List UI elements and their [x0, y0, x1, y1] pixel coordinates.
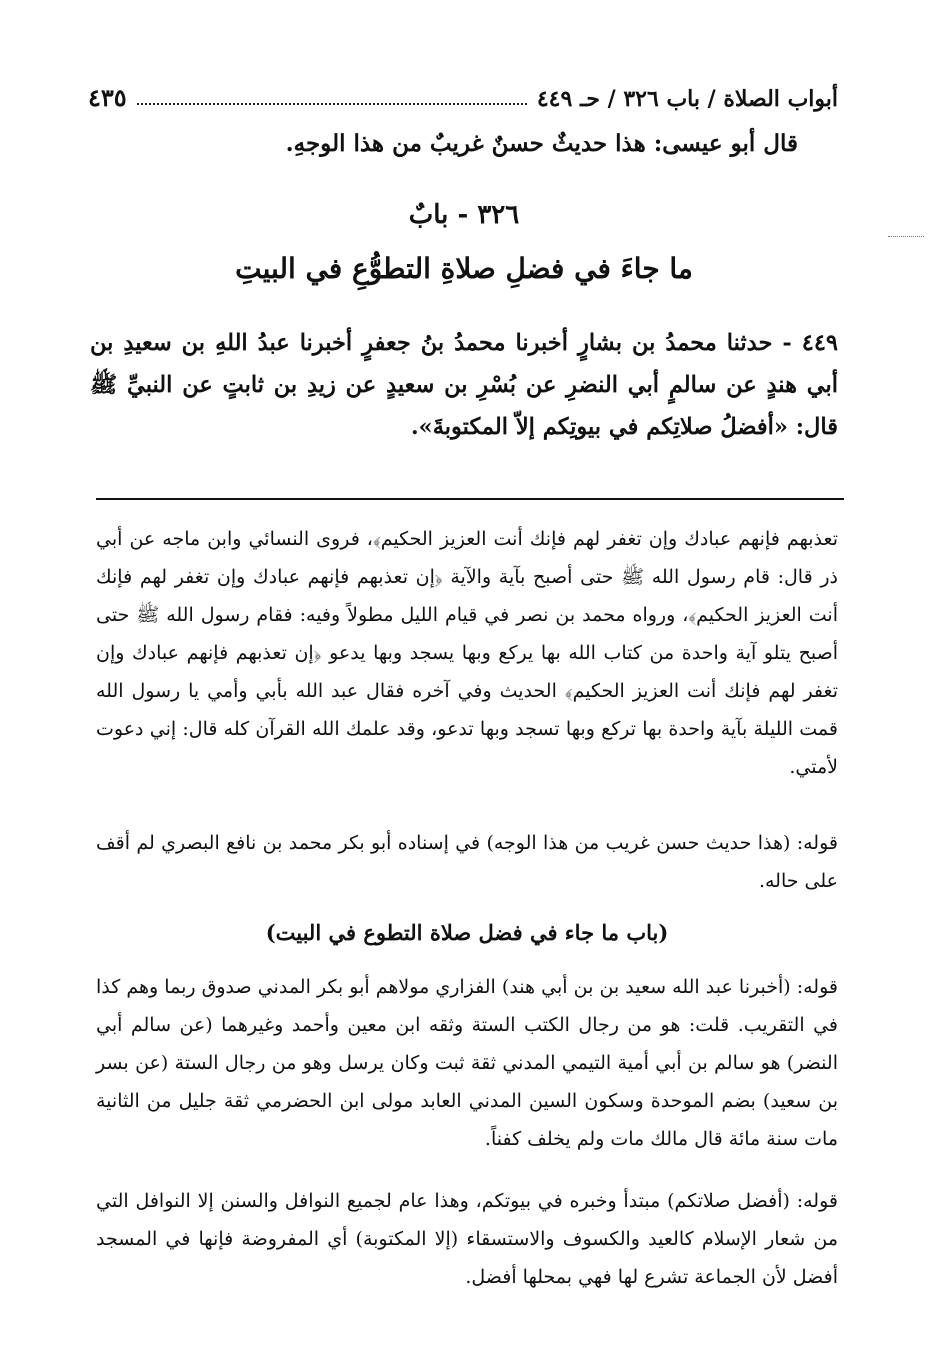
- commentary-paragraph-1: تعذبهم فإنهم عبادك وإن تغفر لهم فإنك أنت العزيز الحكيم﴾، فروى النسائي وابن ماجه عن أبي ذر قال: قام رسول الله ﷺ حتى أصبح بآية والآية ﴿إن تعذبهم فإنهم عبادك وإن تغفر لهم فإنك أنت العزيز الحكيم﴾، ورواه محمد بن نصر في قيام الليل مطولاً وفيه: فقام رسول الله ﷺ حتى أصبح يتلو آية واحدة من كتاب الله بها يركع وبها يسجد وبها يدعو ﴿إن تعذبهم فإنهم عبادك وإن تغفر لهم فإنك أنت العزيز الحكيم﴾ الحديث وفي آخره فقال عبد الله بأبي وأمي يا رسول الله قمت الليلة بآية واحدة بها تركع وبها تسجد وبها تدعو، وقد علمك الله القرآن كله قال: إني دعوت لأمتي.: [96, 528, 838, 778]
- running-title: أبواب الصلاة / باب ٣٢٦ / حـ ٤٤٩: [536, 86, 838, 112]
- margin-mark: [888, 236, 924, 237]
- chapter-number: ٣٢٦ - بابٌ: [408, 200, 520, 230]
- commentary-paragraph-2: قوله: (هذا حديث حسن غريب من هذا الوجه) في إسناده أبو بكر محمد بن نافع البصري لم أقف على حاله.: [96, 832, 838, 892]
- page-number: ٤٣٥: [88, 83, 127, 112]
- footnote-divider: [96, 498, 844, 500]
- commentary-paragraph-4: قوله: (أفضل صلاتكم) مبتدأ وخبره في بيوتكم، وهذا عام لجميع النوافل والسنن إلا النوافل التي من شعار الإسلام كالعيد والكسوف والاستسقاء (إلا المكتوبة) أي المفروضة فإنها في المسجد أفضل لأن الجماعة تشرع لها فهي بمحلها أفضل.: [96, 1190, 838, 1288]
- header-dotted-leader: [137, 103, 527, 105]
- commentary-subheading: (باب ما جاء في فضل صلاة التطوع في البيت): [265, 920, 669, 945]
- hadith-text: ٤٤٩ - حدثنا محمدُ بن بشارٍ أخبرنا محمدُ بنُ جعفرٍ أخبرنا عبدُ اللهِ بن سعيدِ بن أبي هندٍ عن سالمٍ أبي النضرِ عن بُسْرِ بن سعيدٍ عن زيدِ بن ثابتٍ عن النبيِّ ﷺ قال: «أفضلُ صلاتِكم في بيوتِكم إلاّ المكتوبةَ».: [90, 330, 838, 440]
- commentary-paragraph-3: قوله: (أخبرنا عبد الله سعيد بن بن أبي هند) الفزاري مولاهم أبو بكر المدني صدوق ربما وهم كذا في التقريب. قلت: هو من رجال الكتب الستة وثقه ابن معين وأحمد وغيرهما (عن سالم أبي النضر) هو سالم بن أبي أمية التيمي المدني ثقة ثبت وكان يرسل وهو من رجال الستة (عن بسر بن سعيد) بضم الموحدة وسكون السين المدني العابد مولى ابن الحضرمي ثقة جليل من الثانية مات سنة مائة قال مالك مات ولم يخلف كفناً.: [96, 976, 838, 1150]
- chapter-title: ما جاءَ في فضلِ صلاةِ التطوُّعِ في البيتِ: [235, 252, 693, 285]
- page-header: [88, 72, 838, 112]
- tirmidhi-statement: قال أبو عيسى: هذا حديثٌ حسنٌ غريبٌ من هذا الوجهِ.: [285, 130, 798, 157]
